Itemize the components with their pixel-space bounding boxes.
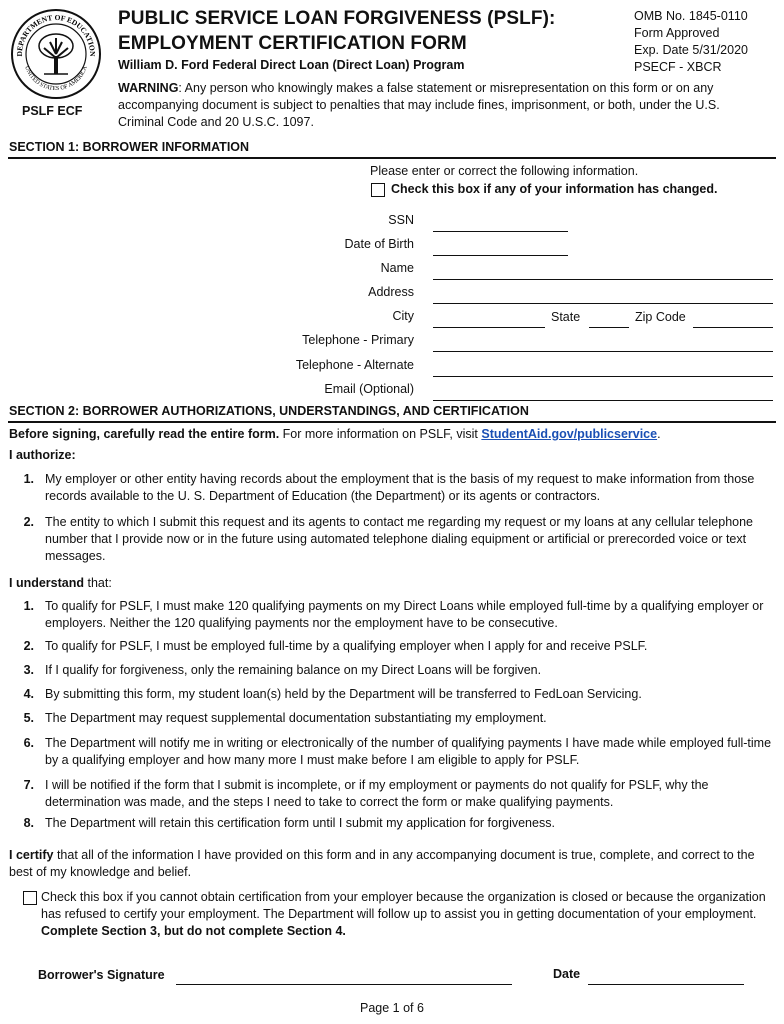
pslf-ecf-label: PSLF ECF — [22, 104, 83, 118]
warning-text: WARNING: Any person who knowingly makes a false statement or misrepresentation on this form or on any accompanying document is subject to penalties that may include fines, imprisonment, or both, under the U.S. Criminal Code and 20 U.S.C. 1097. — [118, 81, 720, 129]
info-changed-checkbox[interactable] — [371, 183, 385, 197]
email-field[interactable] — [433, 400, 773, 401]
section2-rule — [8, 421, 776, 423]
section1-title: SECTION 1: BORROWER INFORMATION — [9, 140, 250, 154]
phone-primary-field[interactable] — [433, 351, 773, 352]
program-subtitle: William D. Ford Federal Direct Loan (Direct Loan) Program — [118, 58, 465, 72]
understand-item-num: 1. — [23, 599, 34, 613]
understand-item-num: 5. — [23, 711, 34, 725]
understand-item-num: 7. — [23, 778, 34, 792]
section1-instruction: Please enter or correct the following information. — [370, 164, 639, 178]
zip-label: Zip Code — [635, 310, 686, 324]
understand-item-num: 3. — [23, 663, 34, 677]
authorize-item-num: 1. — [23, 472, 34, 486]
understand-item: To qualify for PSLF, I must make 120 qualifying payments on my Direct Loans while employed full-time by a qualifying employer or employers. Neither the 120 qualifying payments nor the employment have to be consecutive. — [45, 599, 764, 630]
signature-field[interactable] — [176, 984, 512, 985]
dob-field[interactable] — [433, 255, 568, 256]
svg-text:UNITED STATES OF AMERICA: UNITED STATES OF AMERICA — [23, 65, 89, 93]
phone-alternate-field[interactable] — [433, 376, 773, 377]
understand-item: To qualify for PSLF, I must be employed full-time by a qualifying employer when I apply for and receive PSLF. — [45, 639, 648, 653]
studentaid-link[interactable]: StudentAid.gov/publicservice — [481, 427, 658, 441]
section1-rule — [8, 157, 776, 159]
city-field[interactable] — [433, 327, 545, 328]
understand-item-num: 6. — [23, 736, 34, 750]
understand-item-num: 8. — [23, 816, 34, 830]
date-field[interactable] — [588, 984, 744, 985]
page-number: Page 1 of 6 — [360, 1001, 424, 1015]
understand-item: If I qualify for forgiveness, only the remaining balance on my Direct Loans will be forgiven. — [45, 663, 542, 677]
phone-primary-label: Telephone - Primary — [302, 333, 414, 347]
authorize-item-num: 2. — [23, 515, 34, 529]
understand-item-num: 2. — [23, 639, 34, 653]
svg-text:DEPARTMENT OF EDUCATION: DEPARTMENT OF EDUCATION — [14, 12, 98, 57]
department-of-education-seal — [10, 8, 102, 100]
form-title: PUBLIC SERVICE LOAN FORGIVENESS (PSLF): EMPLOYMENT CERTIFICATION FORM — [118, 8, 556, 54]
employer-closed-label: Check this box if you cannot obtain certification from your employer because the organization is closed or because the organization has refused to certify your employment. The Department will follow up to assist you in getting documentation of your employment. Complete Section 3, but do not complete Section 4. — [41, 890, 766, 938]
understand-item: By submitting this form, my student loan(s) held by the Department will be transferred to FedLoan Servicing. — [45, 687, 642, 701]
state-label: State — [551, 310, 581, 324]
ssn-field[interactable] — [433, 231, 568, 232]
date-label: Date — [553, 967, 581, 981]
understand-item-num: 4. — [23, 687, 34, 701]
address-label: Address — [368, 285, 414, 299]
city-label: City — [392, 309, 414, 323]
phone-alternate-label: Telephone - Alternate — [295, 358, 414, 372]
certify-statement: I certify that all of the information I have provided on this form and in any accompanying document is true, complete, and correct to the best of my knowledge and belief. — [9, 848, 755, 879]
email-label: Email (Optional) — [324, 382, 414, 396]
info-changed-label: Check this box if any of your information has changed. — [391, 182, 718, 196]
employer-closed-checkbox[interactable] — [23, 891, 37, 905]
understand-label: I understand that: — [9, 576, 112, 590]
section2-intro: Before signing, carefully read the entire form. For more information on PSLF, visit StudentAid.gov/publicservice. — [9, 427, 661, 441]
dob-label: Date of Birth — [344, 237, 414, 251]
authorize-item: The entity to which I submit this request and its agents to contact me regarding my request or my loans at any cellular telephone number that I provide now or in the future using automated telephone dialing equipment or artificial or prerecorded voice or text messages. — [45, 515, 754, 563]
authorize-label: I authorize: — [9, 448, 76, 462]
name-field[interactable] — [433, 279, 773, 280]
state-field[interactable] — [589, 327, 629, 328]
address-field[interactable] — [433, 303, 773, 304]
understand-item: The Department will notify me in writing or electronically of the number of qualifying payments I have made while employed full-time by a qualifying employer and how many more I must make before I am eligible to apply for PSLF. — [45, 736, 772, 767]
section2-title: SECTION 2: BORROWER AUTHORIZATIONS, UNDERSTANDINGS, AND CERTIFICATION — [9, 404, 529, 418]
name-label: Name — [380, 261, 414, 275]
authorize-item: My employer or other entity having records about the employment that is the basis of my request to make information from those records available to the U. S. Department of Education (the Department) or its agents or contractors. — [45, 472, 755, 503]
understand-item: I will be notified if the form that I submit is incomplete, or if my employment or payments do not qualify for PSLF, why the determination was made, and the steps I need to take to correct the form or make qualifying payments. — [45, 778, 709, 809]
understand-item: The Department will retain this certification form until I submit my application for forgiveness. — [45, 816, 555, 830]
omb-info: OMB No. 1845-0110 Form Approved Exp. Date 5/31/2020 PSECF - XBCR — [634, 9, 748, 74]
zip-field[interactable] — [693, 327, 773, 328]
signature-label: Borrower's Signature — [38, 968, 165, 982]
ssn-label: SSN — [388, 213, 414, 227]
understand-item: The Department may request supplemental documentation substantiating my employment. — [45, 711, 547, 725]
